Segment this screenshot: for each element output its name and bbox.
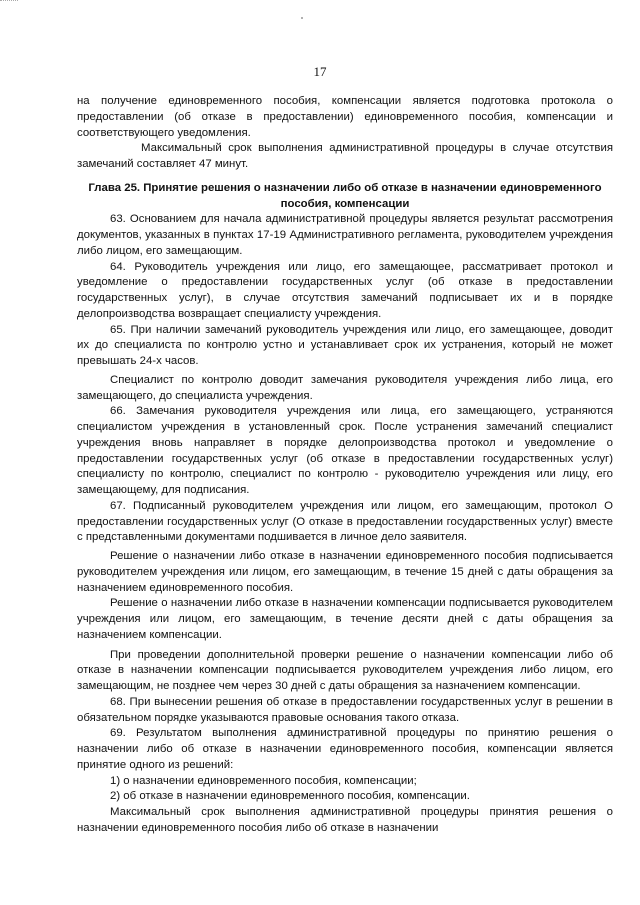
- scan-artifact-dot: [301, 17, 303, 19]
- list-item: 1) о назначении единовременного пособия, компенсации;: [110, 774, 417, 787]
- paragraph: 69. Результатом выполнения административной процедуры по принятию решения о назначении либо об отказе в назначении единовременного пособия, компенсации является принятие одного из решений:: [77, 727, 613, 771]
- paragraph: на получение единовременного пособия, компенсации является подготовка протокола о предоставлении (об отказе в предоставлении) единовременного пособия, компенсации и соответствующего уведомления.: [77, 95, 613, 139]
- paragraph: 67. Подписанный руководителем учреждения или лицом, его замещающим, протокол О предоставлении государственных услуг (О отказе в предоставлении государственных услуг) вместе с представленными документами подшивается в личное дело заявителя.: [77, 499, 613, 544]
- paragraph: Решение о назначении либо отказе в назначении единовременного пособия подписывается руководителем учреждения или лицом, его замещающим, в течение 15 дней с даты обращения за назначением единовременного пособия.: [77, 550, 613, 594]
- list-item: 2) об отказе в назначении единовременного пособия, компенсации.: [110, 790, 470, 803]
- paragraph: При проведении дополнительной проверки решение о назначении компенсации либо об отказе в назначении компенсации подписывается руководителем учреждения либо лицом, его замещающим, не позднее чем через 30 дней с даты обращения за назначением компенсации.: [77, 648, 613, 692]
- paragraph: 66. Замечания руководителя учреждения или лица, его замещающего, устраняются специалистом учреждения в установленный срок. После устранения замечаний специалист учреждения вновь направляет в порядке делопроизводства протокол и уведомление о предоставлении государственных услуг (об отказе в предоставлении государственных услуг) специалисту по контролю, специалист по контролю - руководителю учреждения или лицу, его замещающему, для подписания.: [77, 405, 613, 496]
- chapter-heading: Глава 25. Принятие решения о назначении либо об отказе в назначении единовременного пособия, компенсации: [88, 181, 602, 210]
- paragraph: 64. Руководитель учреждения или лицо, его замещающее, рассматривает протокол и уведомление о предоставлении государственных услуг (об отказе в предоставлении государственных услуг), в случае отсутствия замечаний подписывает их и в порядке делопроизводства возвращает специалисту учреждения.: [77, 260, 613, 320]
- paragraph: Специалист по контролю доводит замечания руководителя учреждения либо лица, его замещающего, до специалиста учреждения.: [77, 373, 613, 402]
- paragraph: Решение о назначении либо отказе в назначении компенсации подписывается руководителем учреждения или лицом, его замещающим, в течение десяти дней с даты обращения за назначением компенсации.: [77, 597, 613, 641]
- paragraph: 65. При наличии замечаний руководитель учреждения или лицо, его замещающее, доводит их до специалиста по контролю устно и устанавливает срок их устранения, который не может превышать 24-х часов.: [77, 323, 613, 367]
- paragraph: Максимальный срок выполнения административной процедуры в случае отсутствия замечаний составляет 47 минут.: [77, 142, 613, 170]
- paragraph: 68. При вынесении решения об отказе в предоставлении государственных услуг в решении в обязательном порядке указываются правовые основания такого отказа.: [77, 695, 613, 724]
- scan-artifact: [0, 0, 18, 4]
- paragraph: 63. Основанием для начала административной процедуры является результат рассмотрения документов, указанных в пунктах 17-19 Административного регламента, руководителем учреждения либо лицом, его замещающим.: [77, 213, 613, 257]
- document-body: [77, 94, 613, 837]
- paragraph: Максимальный срок выполнения административной процедуры принятия решения о назначении единовременного пособия либо об отказе в назначении: [77, 806, 613, 834]
- page-number: 17: [313, 64, 327, 79]
